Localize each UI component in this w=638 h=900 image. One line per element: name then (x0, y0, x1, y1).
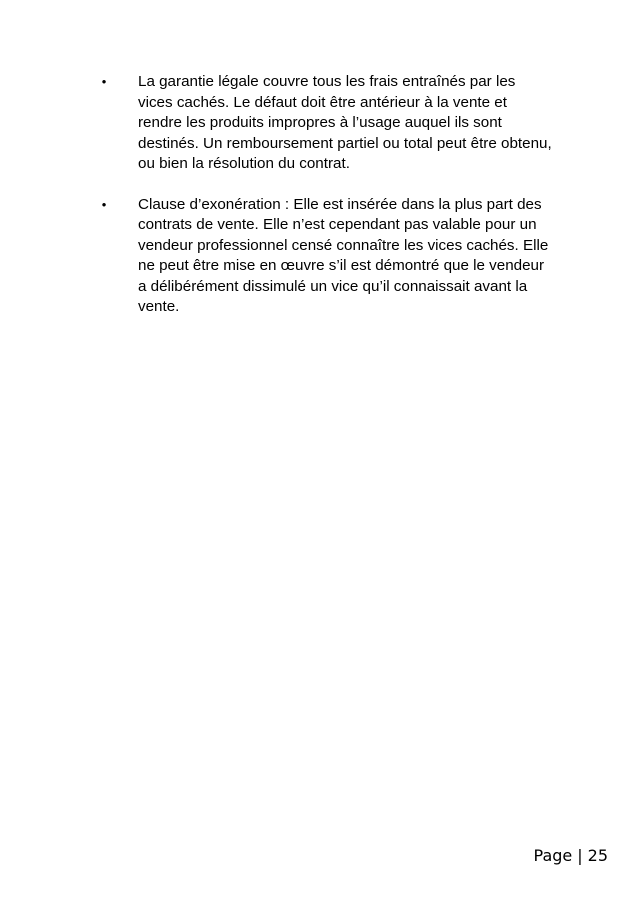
bullet-item-exoneration-clause (96, 195, 616, 318)
page-footer (534, 846, 608, 865)
bullet-item-warranty (96, 72, 616, 175)
bullet-list (96, 72, 616, 338)
bullet-icon: • (101, 74, 107, 89)
page-separator: | (577, 846, 583, 865)
bullet-text: Clause d’exonération : Elle est insérée dans la plus part des contrats de vente. Elle n’est cependant pas valable pour un vendeur professionnel censé connaître les vices cachés. Elle ne peut être mise en œuvre s’il est démontré que le vendeur a délibérément dissimulé un vice qu’il connaissait avant la vente. (138, 195, 549, 315)
page-number: 25 (587, 846, 608, 865)
page-label: Page (533, 846, 573, 865)
bullet-text: La garantie légale couvre tous les frais entraînés par les vices cachés. Le défaut doit être antérieur à la vente et rendre les produits impropres à l’usage auquel ils sont destinés. Un remboursement partiel ou total peut être obtenu, ou bien la résolution du contrat. (138, 73, 552, 172)
bullet-icon: • (101, 196, 107, 212)
